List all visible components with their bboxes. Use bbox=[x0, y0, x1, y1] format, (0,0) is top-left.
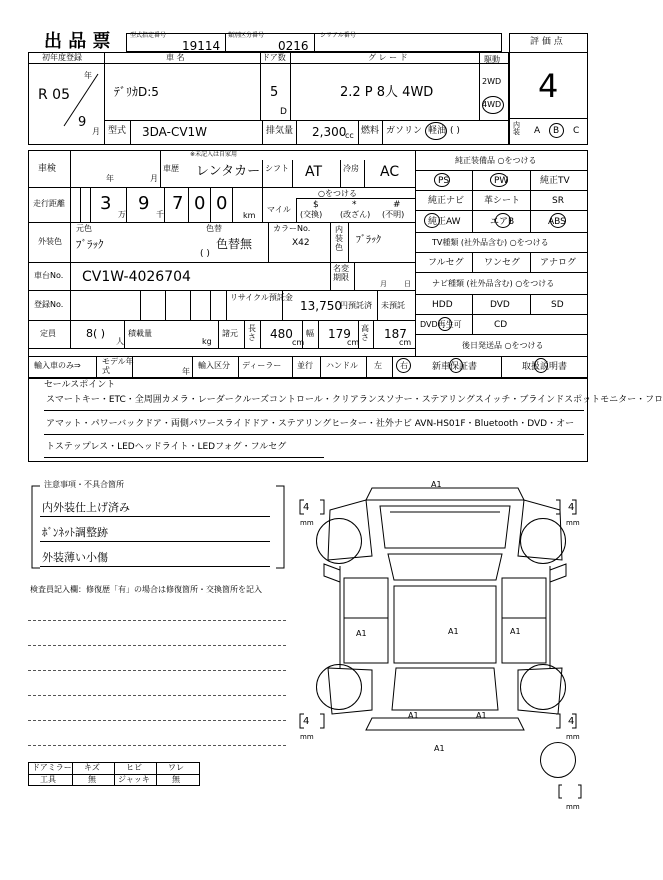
tv-analog: アナログ bbox=[540, 258, 577, 268]
load-label: 積載量 bbox=[128, 329, 152, 338]
mark-front-bumper: A1 bbox=[431, 480, 442, 489]
spare-tread-bracket bbox=[558, 784, 586, 800]
navi-dvd-play: DVD再生可 bbox=[420, 320, 462, 329]
model-label: 型式 bbox=[108, 126, 127, 136]
height-label: 高さ bbox=[361, 324, 369, 342]
fuel-gasoline: ガソリン bbox=[386, 126, 423, 136]
width-unit: cm bbox=[347, 338, 360, 347]
wheel-spare bbox=[540, 742, 576, 778]
tv-oneseg: ワンセグ bbox=[484, 258, 521, 268]
navi-dvd-play-circle bbox=[438, 317, 452, 331]
mileage-unit-km: km bbox=[243, 211, 256, 220]
meigi-month: 月 bbox=[380, 280, 387, 288]
legend-c3: ジャッキ bbox=[118, 775, 150, 784]
tread-rr: 4 bbox=[568, 716, 575, 727]
equip-abs-circle bbox=[550, 213, 566, 228]
ac-label: 冷房 bbox=[343, 164, 359, 173]
tread-rl-unit: mm bbox=[300, 733, 314, 741]
grade-value: 2.2 P 8人 4WD bbox=[340, 85, 434, 100]
recycle-unpaid: 未預託 bbox=[381, 301, 405, 310]
car-name-label: 車 名 bbox=[166, 53, 185, 62]
first-reg-year-unit: 年 bbox=[84, 71, 92, 80]
tv-title: TV種類 (社外品含む) ○をつける bbox=[432, 238, 549, 247]
mileage-opt2: (改ざん) bbox=[340, 210, 371, 219]
mileage-label: 走行距離 bbox=[33, 199, 65, 208]
interior-b: B bbox=[553, 126, 560, 136]
first-reg-month: 9 bbox=[78, 115, 87, 130]
capacity-label: 定員 bbox=[40, 329, 56, 338]
legend-h2: キズ bbox=[84, 763, 100, 772]
width-label: 幅 bbox=[306, 329, 314, 338]
handle-label: ハンドル bbox=[326, 361, 358, 370]
usage-label: 車歴 bbox=[163, 164, 179, 173]
height-value: 187 bbox=[384, 327, 407, 341]
shaken-label: 車検 bbox=[38, 164, 57, 174]
model-value: 3DA-CV1W bbox=[142, 125, 208, 139]
equip-abs: ABS bbox=[548, 217, 566, 227]
mileage-opt3-sym: # bbox=[393, 200, 401, 210]
recycle-unit: 円預託済 bbox=[340, 301, 372, 310]
equip-sr: SR bbox=[552, 196, 564, 206]
note-line-1: 内外装仕上げ済み bbox=[42, 501, 130, 514]
mileage-digit-2: 9 bbox=[138, 193, 150, 214]
equip-pw-circle bbox=[490, 173, 508, 187]
load-unit: kg bbox=[202, 337, 212, 346]
interior-b-circle bbox=[549, 123, 564, 138]
doors-label: ドア数 bbox=[262, 53, 286, 62]
navi-title: ナビ種類 (社外品含む) ○をつける bbox=[432, 279, 555, 288]
legend-c4: 無 bbox=[172, 775, 180, 784]
equip-pw: PW bbox=[494, 176, 509, 186]
sales-line-3: トステップレス・LEDヘッドライト・LEDフォグ・フルセグ bbox=[46, 442, 287, 452]
mileage-digit-4: 0 bbox=[194, 193, 206, 214]
equip-leather: 革シート bbox=[484, 196, 521, 206]
later-warranty-circle bbox=[449, 358, 463, 373]
capacity-value: 8( ) bbox=[86, 327, 106, 340]
navi-sd: SD bbox=[551, 300, 564, 310]
mileage-digit-3: 7 bbox=[172, 193, 184, 214]
legend-h3: ヒビ bbox=[126, 763, 142, 772]
chassis-value: CV1W-4026704 bbox=[82, 269, 191, 285]
sales-label: セールスポイント bbox=[44, 380, 116, 390]
interior-color-value: ﾌﾞﾗｯｸ bbox=[356, 235, 381, 246]
katashiki-value: 19114 bbox=[182, 39, 221, 53]
tread-fr-unit: mm bbox=[566, 519, 580, 527]
tread-fl: 4 bbox=[303, 502, 310, 513]
spare-tread-unit: mm bbox=[566, 803, 580, 811]
mileage-opt1-sym: $ bbox=[313, 200, 319, 210]
recycle-label: リサイクル預託金 bbox=[230, 293, 293, 302]
drive-2wd: 2WD bbox=[482, 77, 502, 86]
mileage-unit-sen: 千 bbox=[156, 210, 164, 219]
legend-c2: 無 bbox=[88, 775, 96, 784]
usage-value: レンタカー bbox=[196, 164, 261, 179]
first-reg-label: 初年度登録 bbox=[42, 53, 82, 62]
later-manual: 取扱説明書 bbox=[522, 362, 568, 372]
note-line-3: 外装薄い小傷 bbox=[42, 551, 108, 564]
displacement-label: 排気量 bbox=[266, 126, 294, 136]
color-label: 外装色 bbox=[38, 237, 62, 246]
navi-cd: CD bbox=[494, 320, 508, 330]
mileage-opt1: (交換) bbox=[300, 210, 323, 219]
width-value: 179 bbox=[328, 327, 351, 341]
shaken-year: 年 bbox=[106, 174, 114, 183]
equip-ps: PS bbox=[438, 176, 450, 186]
equip-aw-circle bbox=[424, 213, 440, 228]
repaint-paren: ( ) bbox=[200, 249, 210, 259]
wheel-front-left bbox=[316, 518, 362, 564]
meigi-day: 日 bbox=[404, 280, 411, 288]
tv-fullseg: フルセグ bbox=[428, 258, 464, 268]
mark-rear-right: A1 bbox=[476, 711, 487, 720]
original-color-label: 元色 bbox=[76, 224, 92, 233]
mileage-digit-1: 3 bbox=[100, 193, 112, 214]
chassis-label: 車台No. bbox=[34, 271, 64, 280]
wheel-rear-left bbox=[316, 664, 362, 710]
first-reg-month-unit: 月 bbox=[92, 127, 100, 136]
drive-4wd-circle bbox=[482, 96, 504, 114]
color-code-label: カラーNo. bbox=[273, 224, 311, 233]
repaint-value: 色替無 bbox=[216, 237, 253, 251]
length-label: 長さ bbox=[248, 324, 256, 342]
equip-ps-circle bbox=[434, 173, 450, 187]
registration-label: 登録No. bbox=[34, 300, 64, 309]
katashiki-label: 型式指定番号 bbox=[130, 32, 167, 39]
ruibetsu-label: 類別区分番号 bbox=[228, 32, 265, 39]
shift-value: AT bbox=[305, 164, 323, 180]
sales-line-2: アマット・パワーバックドア・両側パワースライドドア・ステアリングヒーター・社外ナビ AVN-HS01F・Bluetooth・DVD・オー bbox=[46, 419, 575, 429]
fuel-diesel: 軽油 bbox=[428, 126, 447, 136]
equipment-title: 純正装備品 ○をつける bbox=[455, 156, 537, 165]
later-title: 後日発送品 ○をつける bbox=[462, 341, 544, 350]
original-color-value: ﾌﾞﾗｯｸ bbox=[76, 238, 104, 251]
legend-h4: ワレ bbox=[168, 763, 184, 772]
import-dealer: ディーラー bbox=[242, 361, 282, 370]
length-value: 480 bbox=[270, 327, 293, 341]
score-value: 4 bbox=[538, 67, 559, 105]
mileage-unit-man: 万 bbox=[118, 210, 126, 219]
meigi-label: 名変期限 bbox=[333, 264, 349, 282]
height-unit: cm bbox=[399, 338, 412, 347]
fuel-diesel-circle bbox=[425, 122, 447, 140]
navi-hdd: HDD bbox=[432, 300, 453, 310]
equip-navi: 純正ナビ bbox=[428, 196, 465, 206]
drive-4wd: 4WD bbox=[482, 100, 502, 109]
mark-rear-left: A1 bbox=[408, 711, 419, 720]
drive-label: 駆動 bbox=[484, 55, 500, 64]
interior-color-label: 内装色 bbox=[335, 225, 343, 252]
color-code-value: X42 bbox=[292, 238, 310, 248]
score-label: 評 価 点 bbox=[530, 37, 563, 47]
equip-airbag: エアB bbox=[490, 217, 515, 227]
displacement-unit: cc bbox=[345, 131, 354, 140]
mark-right-door: A1 bbox=[510, 627, 521, 636]
tread-rl: 4 bbox=[303, 716, 310, 727]
equip-tv: 純正TV bbox=[540, 176, 570, 186]
shaken-note: ※未記入は自家用 bbox=[190, 151, 238, 158]
fuel-paren: ( ) bbox=[450, 126, 460, 136]
navi-dvd: DVD bbox=[490, 300, 510, 310]
ac-value: AC bbox=[380, 164, 400, 180]
model-year-unit: 年 bbox=[182, 367, 190, 376]
sales-line-1: スマートキー・ETC・全周囲カメラ・レーダークルーズコントロール・クリアランスソナー・ステアリングスイッチ・ブラインドスポットモニター・フロ bbox=[46, 395, 663, 405]
mark-roof: A1 bbox=[448, 627, 459, 636]
sheet-title: 出 品 票 bbox=[44, 31, 111, 52]
doors-value: 5 bbox=[270, 85, 279, 100]
wheel-front-right bbox=[520, 518, 566, 564]
serial-label: シリアル番号 bbox=[320, 32, 356, 39]
equip-aw: 純正AW bbox=[428, 217, 461, 227]
length-unit: cm bbox=[292, 338, 305, 347]
mark-left-door: A1 bbox=[356, 629, 367, 638]
shift-label: シフト bbox=[265, 164, 289, 173]
mileage-opt3: (不明) bbox=[382, 210, 405, 219]
legend-h1: ドアミラー bbox=[32, 763, 72, 772]
later-manual-circle bbox=[534, 358, 548, 373]
tread-fr: 4 bbox=[568, 502, 575, 513]
mileage-circle-note: ○をつける bbox=[318, 189, 357, 198]
model-year-label: モデル年式 bbox=[102, 357, 134, 375]
car-name-value: ﾃﾞﾘｶD:5 bbox=[114, 85, 159, 99]
fuel-label: 燃料 bbox=[361, 126, 380, 136]
equip-airbag-circle bbox=[495, 213, 511, 228]
repaint-label: 色替 bbox=[206, 224, 222, 233]
note-line-2: ﾎﾞﾝﾈｯﾄ調整跡 bbox=[42, 526, 108, 539]
import-label: 輸入車のみ⇒ bbox=[34, 361, 81, 370]
later-warranty: 新車保証書 bbox=[432, 362, 478, 372]
legend-c1: 工具 bbox=[40, 775, 56, 784]
doors-sub: D bbox=[280, 107, 287, 117]
import-class-label: 輸入区分 bbox=[198, 361, 230, 370]
handle-right: 右 bbox=[400, 361, 408, 370]
mileage-digit-5: 0 bbox=[216, 193, 228, 214]
tread-rr-unit: mm bbox=[566, 733, 580, 741]
mark-rear-bumper: A1 bbox=[434, 744, 445, 753]
interior-a: A bbox=[534, 126, 541, 136]
inspector-note: 検査員記入欄：修復歴「有」の場合は修復箇所・交換箇所を記入 bbox=[30, 585, 262, 594]
notes-title: 注意事項・不具合箇所 bbox=[44, 480, 124, 489]
dimension-label: 諸元 bbox=[222, 329, 238, 338]
first-reg-year: R 05 bbox=[38, 87, 70, 103]
interior-c: C bbox=[573, 126, 580, 136]
handle-right-circle bbox=[396, 358, 411, 373]
handle-left: 左 bbox=[374, 361, 382, 370]
mileage-mile: マイル bbox=[267, 205, 291, 214]
recycle-value: 13,750 bbox=[300, 299, 342, 313]
mileage-opt2-sym: * bbox=[352, 200, 357, 210]
wheel-rear-right bbox=[520, 664, 566, 710]
shaken-month: 月 bbox=[150, 174, 158, 183]
grade-label: グ レ ー ド bbox=[368, 53, 408, 62]
ruibetsu-value: 0216 bbox=[278, 39, 309, 53]
import-parallel: 並行 bbox=[297, 361, 313, 370]
tread-fl-unit: mm bbox=[300, 519, 314, 527]
capacity-unit: 人 bbox=[116, 337, 124, 346]
displacement-value: 2,300 bbox=[312, 125, 347, 139]
interior-label: 内装 bbox=[513, 121, 520, 136]
